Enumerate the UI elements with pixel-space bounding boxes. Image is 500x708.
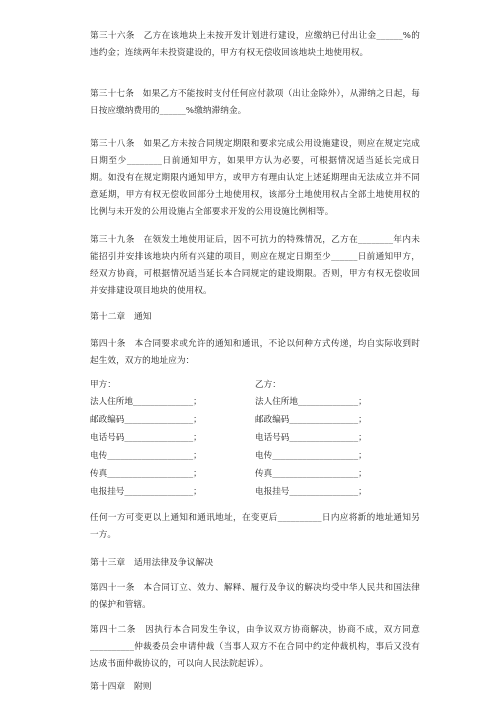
party-b-fax: 传真____________________；: [255, 469, 367, 479]
article-37: 第三十七条 如果乙方不能按时支付任何应付款项（出让金除外），从滞纳之日起，每日按应缴纳费用的______%缴纳滞纳金。: [90, 89, 420, 116]
party-b-address: 法人住所地______________；: [255, 397, 367, 407]
article-38: 第三十八条 如果乙方未按合同规定期限和要求完成公用设施建设，则应在规定完成日期至少________日前通知甲方，如果甲方认为必要，可根据情况适当延长完成日期。如没有在规定期限内通知甲方，或甲方有理由认定上述延期理由无法成立并不同意延期，甲方有权无偿收回部分土地使用权，该部分土地使用权占全部土地使用权的比例与未开发的公用设施占全部要求开发的公用设施比例相等。: [90, 139, 420, 217]
chapter-14-heading: 第十四章 附则: [90, 682, 152, 692]
party-b-cable: 电报挂号________________；: [255, 487, 367, 497]
party-a-telex: 电传____________________；: [90, 451, 202, 461]
party-b-title: 乙方：: [255, 380, 281, 390]
chapter-12-heading: 第十二章 通知: [90, 312, 152, 322]
article-39: 第三十九条 在领发土地使用证后，因不可抗力的特殊情况，乙方在________年内未能招引并安排该地块内所有兴建的项目，则应在规定日期至少______日前通知甲方，经双方协商，可根据情况适当延长本合同规定的建设期限。否则，甲方有权无偿收回并安排建设项目地块的使用权。: [90, 235, 420, 296]
chapter-13-heading: 第十三章 适用法律及争议解决: [90, 558, 214, 568]
party-b-postal: 邮政编码________________；: [255, 415, 367, 425]
party-a-title: 甲方：: [90, 380, 116, 390]
article-41: 第四十一条 本合同订立、效力、解释、履行及争议的解决均受中华人民共和国法律的保护和管辖。: [90, 583, 420, 610]
party-a-address: 法人住所地______________；: [90, 397, 202, 407]
party-a-postal: 邮政编码________________；: [90, 415, 202, 425]
party-a-cable: 电报挂号________________；: [90, 487, 202, 497]
article-40: 第四十条 本合同要求或允许的通知和通讯，不论以何种方式传递，均自实际收到时起生效，双方的地址应为：: [90, 339, 420, 366]
article-36: 第三十六条 乙方在该地块上未按开发计划进行建设，应缴纳已付出让金______%的违约金；连续两年未投资建设的，甲方有权无偿收回该地块土地使用权。: [90, 31, 420, 58]
article-42: 第四十二条 因执行本合同发生争议，由争议双方协商解决，协商不成，双方同意__________仲裁委员会申请仲裁（当事人双方不在合同中约定仲裁机构，事后又没有达成书面仲裁协议的，可以向人民法院起诉）。: [90, 625, 420, 669]
party-a-phone: 电话号码________________；: [90, 433, 202, 443]
party-b-phone: 电话号码________________；: [255, 433, 367, 443]
party-a-fax: 传真____________________；: [90, 469, 202, 479]
article-40-change-notice: 任何一方可变更以上通知和通讯地址，在变更后__________日内应将新的地址通知另一方。: [90, 513, 420, 540]
party-b-telex: 电传____________________；: [255, 451, 367, 461]
